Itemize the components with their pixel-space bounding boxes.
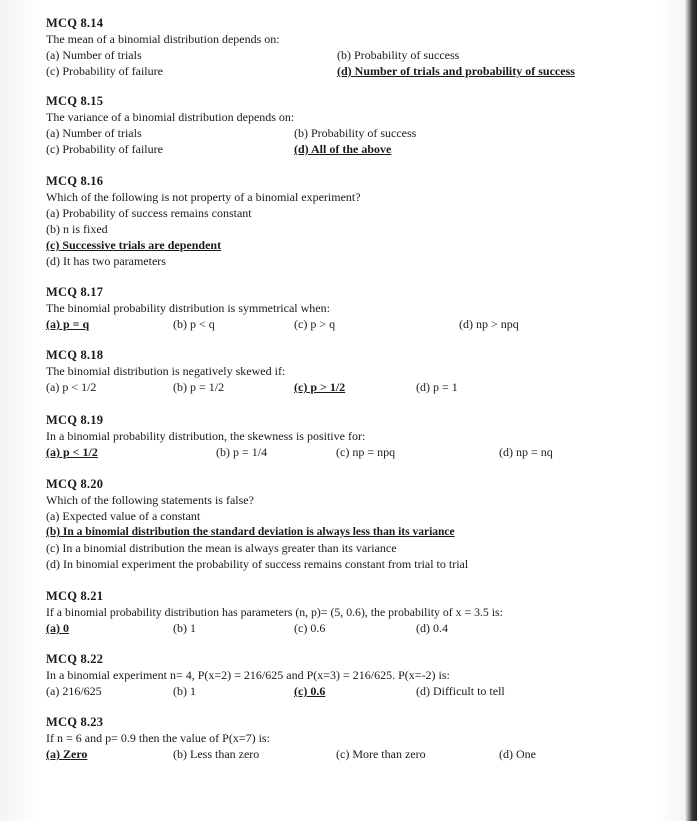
question-title: MCQ 8.17	[46, 285, 104, 299]
option-d: (d) 0.4	[416, 621, 448, 635]
question-title: MCQ 8.23	[46, 715, 104, 729]
question-8-23	[46, 715, 536, 762]
option-d: (d) In binomial experiment the probability of success remains constant from trial to trial	[46, 557, 469, 571]
question-8-20	[46, 477, 468, 572]
option-a: (a) Expected value of a constant	[46, 509, 201, 523]
question-stem: The mean of a binomial distribution depends on:	[46, 32, 280, 46]
option-b: (b) n is fixed	[46, 222, 108, 236]
option-d: (d) p = 1	[416, 380, 458, 394]
option-d: (d) np = nq	[499, 445, 553, 459]
option-c-answer: (c) p > 1/2	[294, 380, 346, 394]
option-a: (a) p < 1/2	[46, 380, 97, 394]
question-stem: If a binomial probability distribution has parameters (n, p)= (5, 0.6), the probability of x = 3.5 is:	[46, 605, 503, 619]
option-b-answer: (b) In a binomial distribution the standard deviation is always less than its variance	[46, 526, 455, 538]
option-c: (c) In a binomial distribution the mean is always greater than its variance	[46, 541, 397, 555]
option-a: (a) Number of trials	[46, 126, 142, 140]
question-title: MCQ 8.20	[46, 477, 104, 491]
question-8-15	[46, 94, 417, 157]
question-stem: In a binomial experiment n= 4, P(x=2) = 216/625 and P(x=3) = 216/625. P(x=-2) is:	[46, 668, 450, 682]
option-b: (b) p < q	[173, 317, 215, 331]
option-b: (b) p = 1/2	[173, 380, 225, 394]
option-b: (b) Probability of success	[294, 126, 417, 140]
question-title: MCQ 8.22	[46, 652, 104, 666]
question-stem: The binomial distribution is negatively skewed if:	[46, 364, 286, 378]
option-a-answer: (a) p < 1/2	[46, 445, 98, 459]
question-stem: The variance of a binomial distribution depends on:	[46, 110, 295, 124]
option-c: (c) p > q	[294, 317, 336, 331]
page-edge-shadow	[685, 0, 697, 821]
question-8-22	[46, 652, 505, 699]
question-stem: Which of the following statements is false?	[46, 493, 254, 507]
question-stem: In a binomial probability distribution, the skewness is positive for:	[46, 429, 366, 443]
option-d-answer: (d) Number of trials and probability of success	[337, 64, 575, 78]
option-c: (c) Probability of failure	[46, 142, 163, 156]
option-c: (c) More than zero	[336, 747, 426, 761]
option-d: (d) np > npq	[459, 317, 519, 331]
option-d: (d) It has two parameters	[46, 254, 166, 268]
question-stem: The binomial probability distribution is symmetrical when:	[46, 301, 330, 315]
option-c-answer: (c) 0.6	[294, 684, 326, 698]
question-stem: If n = 6 and p= 0.9 then the value of P(x=7) is:	[46, 731, 270, 745]
question-8-14	[46, 16, 575, 79]
option-c: (c) 0.6	[294, 621, 326, 635]
option-d: (d) Difficult to tell	[416, 684, 505, 698]
question-8-17	[46, 285, 519, 332]
question-8-19	[46, 413, 553, 460]
question-title: MCQ 8.21	[46, 589, 104, 603]
option-a-answer: (a) 0	[46, 621, 69, 635]
option-a-answer: (a) Zero	[46, 747, 88, 761]
option-c-answer: (c) Successive trials are dependent	[46, 238, 222, 252]
question-stem: Which of the following is not property of a binomial experiment?	[46, 190, 361, 204]
question-title: MCQ 8.16	[46, 174, 104, 188]
question-title: MCQ 8.19	[46, 413, 104, 427]
question-title: MCQ 8.18	[46, 348, 104, 362]
option-c: (c) Probability of failure	[46, 64, 163, 78]
question-title: MCQ 8.14	[46, 16, 104, 30]
option-b: (b) Probability of success	[337, 48, 460, 62]
option-c: (c) np = npq	[336, 445, 396, 459]
option-d-answer: (d) All of the above	[294, 142, 392, 156]
option-b: (b) 1	[173, 621, 196, 635]
question-8-16	[46, 174, 361, 269]
option-a-answer: (a) p = q	[46, 317, 90, 331]
option-b: (b) p = 1/4	[216, 445, 268, 459]
option-b: (b) Less than zero	[173, 747, 260, 761]
question-8-18	[46, 348, 458, 395]
option-b: (b) 1	[173, 684, 196, 698]
question-8-21	[46, 589, 503, 636]
option-a: (a) 216/625	[46, 684, 102, 698]
option-d: (d) One	[499, 747, 536, 761]
question-title: MCQ 8.15	[46, 94, 104, 108]
option-a: (a) Number of trials	[46, 48, 142, 62]
option-a: (a) Probability of success remains constant	[46, 206, 252, 220]
